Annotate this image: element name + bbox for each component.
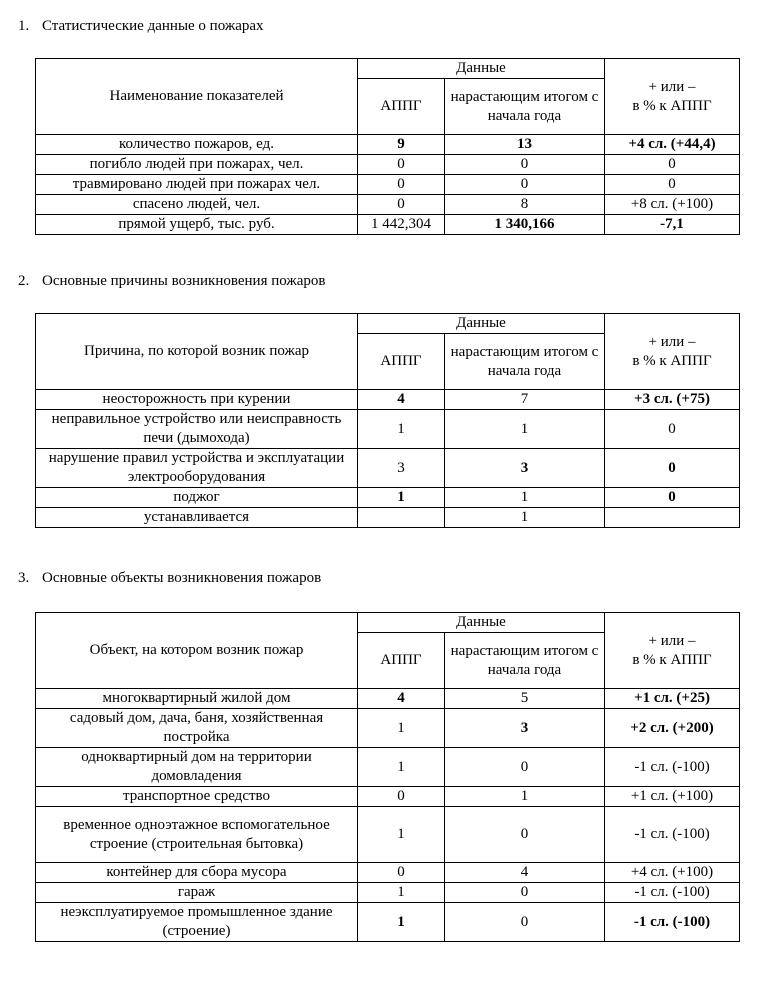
row-name: садовый дом, дача, баня, хозяйственная постройка	[36, 709, 358, 748]
row-change: +8 сл. (+100)	[605, 195, 740, 215]
row-change: +3 сл. (+75)	[605, 390, 740, 410]
header-appg: АППГ	[358, 633, 445, 689]
row-change: +2 сл. (+200)	[605, 709, 740, 748]
table-row	[36, 195, 740, 215]
row-name: транспортное средство	[36, 787, 358, 807]
row-name: количество пожаров, ед.	[36, 135, 358, 155]
header-data-group: Данные	[358, 59, 605, 79]
row-change: -1 сл. (-100)	[605, 807, 740, 863]
row-change: -1 сл. (-100)	[605, 883, 740, 903]
header-appg: АППГ	[358, 334, 445, 390]
row-name: спасено людей, чел.	[36, 195, 358, 215]
header-object: Объект, на котором возник пожар	[36, 613, 358, 689]
header-indicator-name: Наименование показателей	[36, 59, 358, 135]
header-appg: АППГ	[358, 79, 445, 135]
row-cumulative: 0	[445, 175, 605, 195]
row-name: одноквартирный дом на территории домовладения	[36, 748, 358, 787]
row-appg: 1	[358, 410, 445, 449]
row-name: неосторожность при курении	[36, 390, 358, 410]
row-name: погибло людей при пожарах, чел.	[36, 155, 358, 175]
row-cumulative: 0	[445, 807, 605, 863]
row-name: устанавливается	[36, 508, 358, 528]
table-row	[36, 807, 740, 863]
header-change: + или – в % к АППГ	[605, 613, 740, 689]
header-data-group: Данные	[358, 613, 605, 633]
row-cumulative: 1 340,166	[445, 215, 605, 235]
row-cumulative: 13	[445, 135, 605, 155]
row-appg: 1	[358, 709, 445, 748]
row-change: 0	[605, 488, 740, 508]
row-appg: 3	[358, 449, 445, 488]
row-appg: 1	[358, 807, 445, 863]
header-data-group: Данные	[358, 314, 605, 334]
header-change: + или – в % к АППГ	[605, 314, 740, 390]
row-change: 0	[605, 449, 740, 488]
table-row	[36, 449, 740, 488]
header-cumulative: нарастающим итогом с начала года	[445, 79, 605, 135]
row-appg: 4	[358, 390, 445, 410]
row-change: 0	[605, 410, 740, 449]
row-name: травмировано людей при пожарах чел.	[36, 175, 358, 195]
row-cumulative: 3	[445, 709, 605, 748]
table-row	[36, 689, 740, 709]
row-appg: 0	[358, 155, 445, 175]
table-row	[36, 709, 740, 748]
row-name: временное одноэтажное вспомогательное строение (строительная бытовка)	[36, 807, 358, 863]
row-cumulative: 5	[445, 689, 605, 709]
row-appg: 1 442,304	[358, 215, 445, 235]
section-2-title: 2. Основные причины возникновения пожаров	[18, 273, 326, 289]
table-row	[36, 488, 740, 508]
table-row	[36, 135, 740, 155]
table-row	[36, 175, 740, 195]
fire-causes-table	[35, 313, 740, 528]
row-cumulative: 7	[445, 390, 605, 410]
row-cumulative: 3	[445, 449, 605, 488]
row-cumulative: 0	[445, 903, 605, 942]
row-cumulative: 4	[445, 863, 605, 883]
table-row	[36, 863, 740, 883]
row-change: -1 сл. (-100)	[605, 903, 740, 942]
row-name: неправильное устройство или неисправность печи (дымохода)	[36, 410, 358, 449]
header-cause: Причина, по которой возник пожар	[36, 314, 358, 390]
header-cumulative: нарастающим итогом с начала года	[445, 334, 605, 390]
table-row	[36, 155, 740, 175]
table-row	[36, 410, 740, 449]
row-appg: 1	[358, 883, 445, 903]
row-name: гараж	[36, 883, 358, 903]
row-appg: 0	[358, 175, 445, 195]
row-change: 0	[605, 155, 740, 175]
row-change: +4 сл. (+100)	[605, 863, 740, 883]
row-change: -7,1	[605, 215, 740, 235]
row-appg: 0	[358, 863, 445, 883]
fire-objects-table	[35, 612, 740, 942]
row-name: поджог	[36, 488, 358, 508]
row-name: неэксплуатируемое промышленное здание (строение)	[36, 903, 358, 942]
table-row	[36, 215, 740, 235]
row-cumulative: 0	[445, 883, 605, 903]
table-row	[36, 748, 740, 787]
row-cumulative: 1	[445, 508, 605, 528]
row-cumulative: 0	[445, 155, 605, 175]
row-appg: 4	[358, 689, 445, 709]
row-appg: 1	[358, 488, 445, 508]
row-appg: 1	[358, 903, 445, 942]
row-cumulative: 8	[445, 195, 605, 215]
header-cumulative: нарастающим итогом с начала года	[445, 633, 605, 689]
row-appg: 9	[358, 135, 445, 155]
section-3-title: 3. Основные объекты возникновения пожаров	[18, 570, 322, 586]
row-appg	[358, 508, 445, 528]
table-row	[36, 903, 740, 942]
row-change: +4 сл. (+44,4)	[605, 135, 740, 155]
table-row	[36, 883, 740, 903]
row-name: нарушение правил устройства и эксплуатации электрооборудования	[36, 449, 358, 488]
row-change	[605, 508, 740, 528]
table-row	[36, 787, 740, 807]
fire-statistics-table	[35, 58, 740, 235]
row-name: контейнер для сбора мусора	[36, 863, 358, 883]
row-appg: 1	[358, 748, 445, 787]
row-name: прямой ущерб, тыс. руб.	[36, 215, 358, 235]
row-change: 0	[605, 175, 740, 195]
row-appg: 0	[358, 195, 445, 215]
table-row	[36, 390, 740, 410]
row-name: многоквартирный жилой дом	[36, 689, 358, 709]
table-row	[36, 508, 740, 528]
row-change: +1 сл. (+100)	[605, 787, 740, 807]
row-cumulative: 1	[445, 488, 605, 508]
row-change: -1 сл. (-100)	[605, 748, 740, 787]
section-1-title: 1. Статистические данные о пожарах	[18, 18, 264, 34]
row-change: +1 сл. (+25)	[605, 689, 740, 709]
row-cumulative: 1	[445, 410, 605, 449]
row-cumulative: 1	[445, 787, 605, 807]
row-cumulative: 0	[445, 748, 605, 787]
row-appg: 0	[358, 787, 445, 807]
header-change: + или – в % к АППГ	[605, 59, 740, 135]
